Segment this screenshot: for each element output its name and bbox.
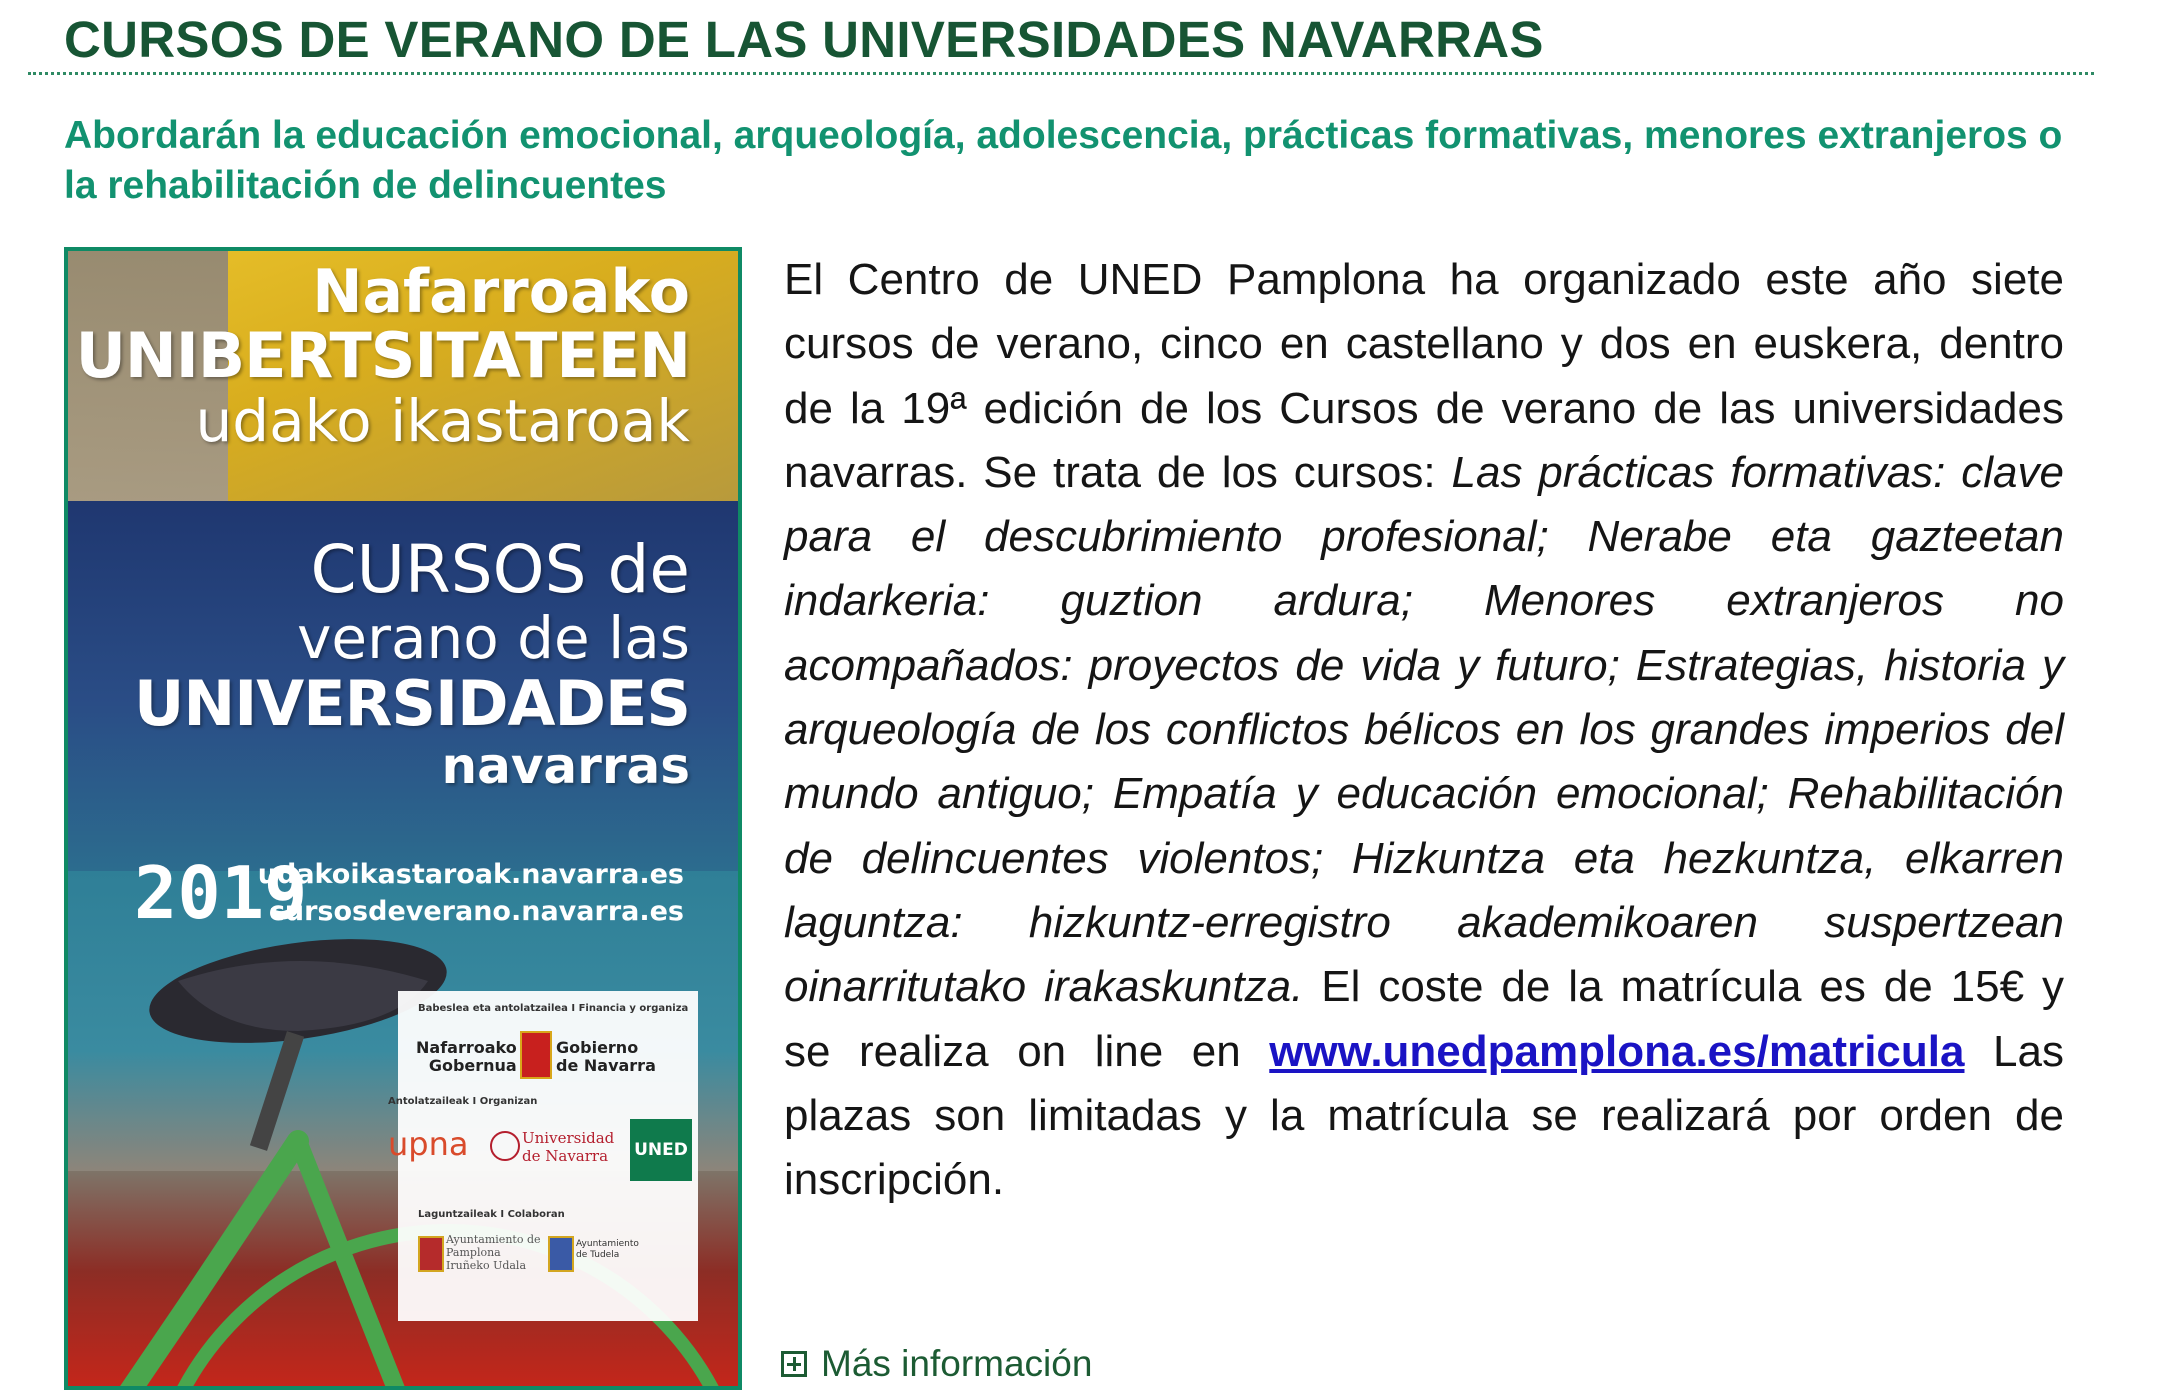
- body-course-list: Las prácticas formativas: clave para el descubrimiento profesional; Nerabe eta gazteetan indarkeria: guztion ardura; Menores extranjeros no acompañados: proyectos de vida y futuro; Estrategias, historia y arqueología de los conflictos bélicos en los grandes imperios del mundo antiguo; Empatía y educación emocional; Rehabilitación de delincuentes violentos; Hizkuntza eta hezkuntza, elkarren laguntza: hizkuntz-erregistro akademikoaren suspertzean oinarritutako irakaskuntza.: [784, 447, 2064, 1012]
- poster-url-basque: udakoikastaroak.navarra.es: [257, 859, 684, 890]
- poster-line-navarras: navarras: [441, 737, 690, 795]
- article-subtitle: Abordarán la educación emocional, arqueología, adolescencia, prácticas formativas, menores extranjeros o la rehabilitación de delincuentes: [64, 114, 2063, 207]
- title-divider: [28, 72, 2094, 75]
- poster-url-spanish: cursosdeverano.navarra.es: [268, 896, 684, 927]
- article-body: [784, 248, 2064, 1212]
- poster-gov-basque: Nafarroako Gobernua: [416, 1038, 517, 1075]
- poster-ayto-pamplona: Ayuntamiento de Pamplona Iruñeko Udala: [446, 1233, 541, 1272]
- poster-line-udako: udako ikastaroak: [195, 387, 690, 455]
- more-info-toggle[interactable]: [781, 1343, 1092, 1385]
- body-closing: Las plazas son limitadas y la matrícula se realizará por orden de inscripción.: [784, 1026, 2064, 1205]
- poster-unav-logo: Universidad de Navarra: [522, 1129, 615, 1165]
- poster-organizer-label: Antolatzaileak I Organizan: [388, 1096, 538, 1107]
- body-cost-text: El coste de la matrícula es de 15€ y se realiza on line en: [784, 962, 2065, 1076]
- expand-plus-icon: [781, 1351, 807, 1377]
- poster-sponsor-label: Babeslea eta antolatzailea I Financia y organiza: [418, 1003, 689, 1014]
- poster-line-nafarroako: Nafarroako: [312, 257, 690, 327]
- poster-line-cursos: CURSOS de: [310, 531, 690, 608]
- poster-collab-label: Laguntzaileak I Colaboran: [418, 1209, 565, 1220]
- course-poster-image: [64, 247, 742, 1390]
- poster-ayto-tudela: Ayuntamiento de Tudela: [576, 1239, 639, 1260]
- poster-gov-spanish: Gobierno de Navarra: [556, 1038, 656, 1075]
- university-seal-icon: [490, 1131, 520, 1161]
- poster-uned-logo: UNED: [630, 1119, 692, 1181]
- article-title: CURSOS DE VERANO DE LAS UNIVERSIDADES NAVARRAS: [64, 11, 1544, 68]
- poster-upna-logo: upna: [388, 1125, 469, 1163]
- poster-line-verano: verano de las: [297, 604, 690, 672]
- pamplona-shield-icon: [418, 1236, 444, 1272]
- enrollment-link[interactable]: www.unedpamplona.es/matricula: [1269, 1026, 1965, 1076]
- more-info-label: Más información: [821, 1343, 1093, 1384]
- poster-year: 2019: [134, 851, 308, 935]
- tudela-shield-icon: [548, 1236, 574, 1272]
- poster-line-universidades: UNIVERSIDADES: [133, 667, 690, 740]
- poster-line-unibertsitateen: UNIBERTSITATEEN: [75, 319, 690, 392]
- navarra-shield-icon: [520, 1031, 552, 1079]
- body-intro: El Centro de UNED Pamplona ha organizado este año siete cursos de verano, cinco en castellano y dos en euskera, dentro de la 19ª edición de los Cursos de verano de las universidades navarras. Se trata de los cursos:: [784, 255, 2064, 497]
